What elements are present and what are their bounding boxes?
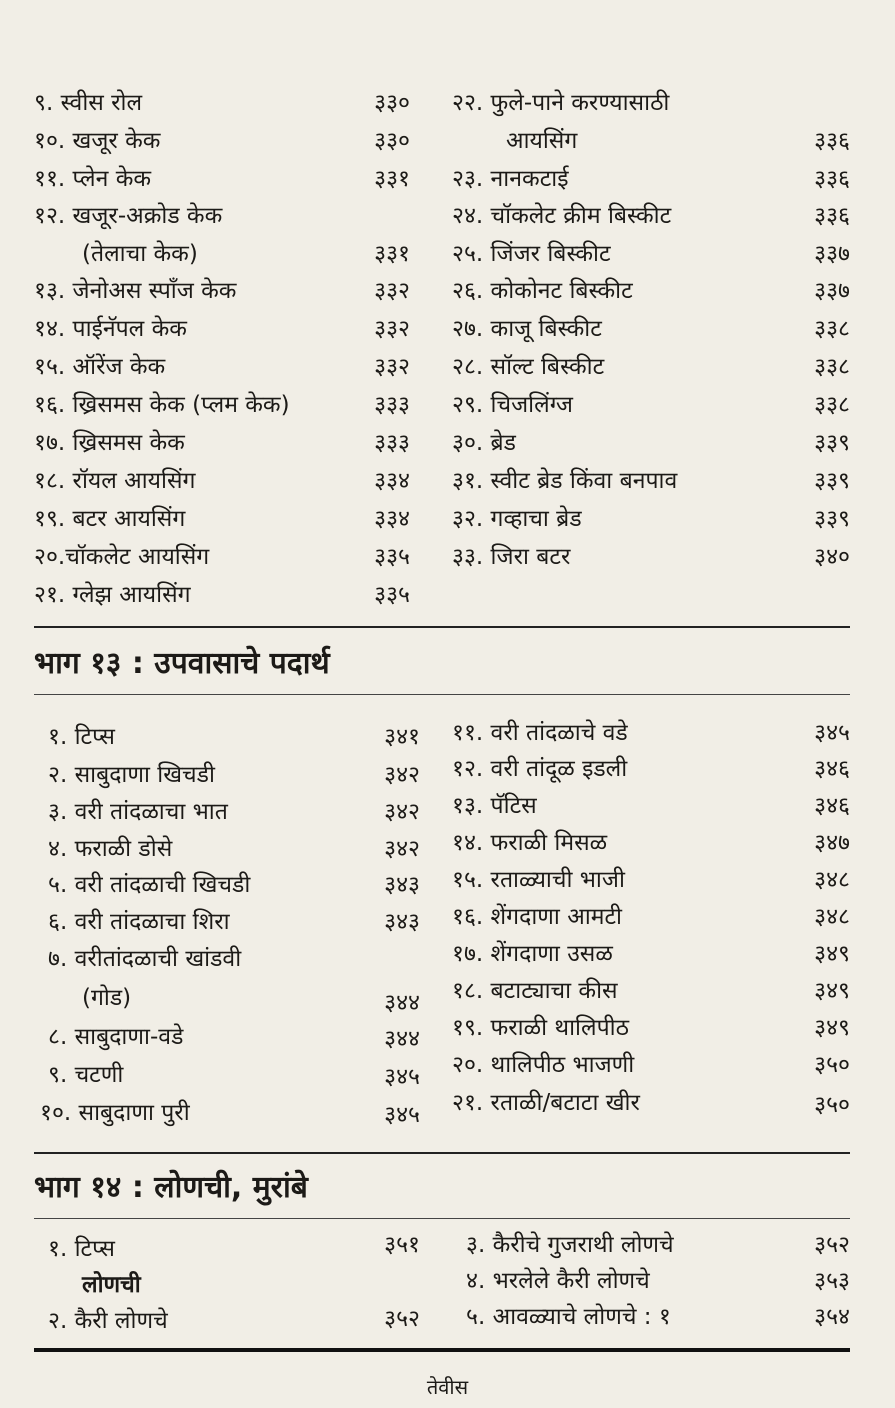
- toc-entry: २१. रताळी/बटाटा खीर: [452, 1090, 640, 1116]
- toc-page-number: ३३८: [814, 392, 850, 418]
- toc-entry: २८. सॉल्ट बिस्कीट: [452, 354, 605, 380]
- toc-page-number: ३३८: [814, 316, 850, 342]
- toc-entry: १७. शेंगदाणा उसळ: [452, 941, 613, 967]
- toc-page-number: ३३७: [814, 241, 850, 267]
- toc-page-number: ३३०: [374, 128, 410, 154]
- toc-entry: ३२. गव्हाचा ब्रेड: [452, 506, 582, 532]
- toc-entry: ११. प्लेन केक: [34, 166, 152, 192]
- section-divider: [34, 1218, 850, 1219]
- toc-entry: ९. स्वीस रोल: [34, 90, 143, 116]
- toc-entry: ३. कैरीचे गुजराथी लोणचे: [466, 1232, 674, 1258]
- toc-entry: ६. वरी तांदळाचा शिरा: [48, 909, 230, 935]
- toc-page-number: ३३२: [374, 354, 410, 380]
- toc-page-number: ३३६: [814, 203, 850, 229]
- section-divider: [34, 626, 850, 628]
- toc-entry: (तेलाचा केक): [82, 241, 198, 267]
- toc-entry: २७. काजू बिस्कीट: [452, 316, 602, 342]
- toc-page-number: ३३६: [814, 128, 850, 154]
- toc-page-number: ३४२: [384, 762, 420, 788]
- toc-page-number: ३३९: [814, 506, 850, 532]
- toc-page-number: ३३५: [374, 544, 410, 570]
- toc-page-number: ३३५: [374, 582, 410, 608]
- toc-entry: ५. आवळ्याचे लोणचे : १: [466, 1304, 671, 1330]
- toc-entry: २. साबुदाणा खिचडी: [48, 762, 215, 788]
- toc-page-number: ३५१: [384, 1232, 420, 1258]
- toc-entry: २०. थालिपीठ भाजणी: [452, 1052, 635, 1078]
- toc-entry: १९. फराळी थालिपीठ: [452, 1015, 629, 1041]
- toc-entry: ११. वरी तांदळाचे वडे: [452, 720, 628, 746]
- toc-entry: ३१. स्वीट ब्रेड किंवा बनपाव: [452, 468, 678, 494]
- toc-entry: ३. वरी तांदळाचा भात: [48, 799, 228, 825]
- section14-heading: भाग १४ : लोणची, मुरांबे: [34, 1170, 308, 1205]
- toc-page-number: ३३९: [814, 468, 850, 494]
- toc-entry: २२. फुले-पाने करण्यासाठी: [452, 90, 670, 116]
- toc-entry: १७. ख्रिसमस केक: [34, 430, 185, 456]
- toc-entry: १३. पॅटिस: [452, 793, 537, 819]
- toc-page-number: ३४२: [384, 799, 420, 825]
- section-divider: [34, 1152, 850, 1154]
- toc-page-number: ३३१: [374, 166, 410, 192]
- toc-entry: ५. वरी तांदळाची खिचडी: [48, 872, 251, 898]
- toc-entry: २४. चॉकलेट क्रीम बिस्कीट: [452, 203, 672, 229]
- toc-entry: १. टिप्स: [48, 1236, 115, 1262]
- toc-subheading: लोणची: [82, 1272, 141, 1298]
- toc-page-number: ३३०: [374, 90, 410, 116]
- toc-page-number: ३३४: [374, 506, 410, 532]
- toc-page-number: ३३६: [814, 166, 850, 192]
- toc-page-number: ३४४: [384, 990, 420, 1016]
- toc-entry: ७. वरीतांदळाची खांडवी: [48, 946, 242, 972]
- toc-page-number: ३३८: [814, 354, 850, 380]
- toc-page-number: ३३९: [814, 430, 850, 456]
- toc-page-number: ३४५: [384, 1064, 420, 1090]
- toc-entry: १०. साबुदाणा पुरी: [40, 1100, 190, 1126]
- toc-page-number: ३४८: [814, 867, 850, 893]
- toc-entry: १५. ऑरेंज केक: [34, 354, 166, 380]
- toc-page-number: ३४४: [384, 1026, 420, 1052]
- toc-entry: २३. नानकटाई: [452, 166, 569, 192]
- toc-entry: १५. रताळ्याची भाजी: [452, 867, 625, 893]
- toc-entry: १८. बटाट्याचा कीस: [452, 978, 618, 1004]
- toc-page-number: ३५०: [814, 1092, 850, 1118]
- toc-page-number: ३४३: [384, 909, 420, 935]
- page-bottom-rule: [34, 1348, 850, 1352]
- toc-page-number: ३४८: [814, 904, 850, 930]
- toc-entry: (गोड): [82, 985, 132, 1011]
- toc-page-number: ३४९: [814, 1015, 850, 1041]
- toc-page-number: ३३३: [374, 430, 410, 456]
- toc-page-number: ३३४: [374, 468, 410, 494]
- toc-page-number: ३४३: [384, 872, 420, 898]
- page-footer: तेवीस: [426, 1375, 469, 1399]
- toc-entry: १९. बटर आयसिंग: [34, 506, 186, 532]
- toc-page-number: ३३२: [374, 316, 410, 342]
- toc-page-number: ३४०: [814, 544, 850, 570]
- toc-page-number: ३३३: [374, 392, 410, 418]
- toc-entry: १६. शेंगदाणा आमटी: [452, 904, 623, 930]
- toc-page-number: ३५२: [384, 1306, 420, 1332]
- toc-page-number: ३४२: [384, 836, 420, 862]
- toc-entry: २९. चिजलिंग्ज: [452, 392, 573, 418]
- toc-entry: ३३. जिरा बटर: [452, 544, 571, 570]
- toc-page-number: ३३१: [374, 241, 410, 267]
- toc-entry: १०. खजूर केक: [34, 128, 161, 154]
- toc-entry: ९. चटणी: [48, 1062, 124, 1088]
- toc-entry: १३. जेनोअस स्पाँज केक: [34, 278, 237, 304]
- toc-entry: आयसिंग: [506, 128, 578, 154]
- toc-entry: ४. फराळी डोसे: [48, 836, 173, 862]
- toc-page-number: ३४५: [384, 1102, 420, 1128]
- section13-heading: भाग १३ : उपवासाचे पदार्थ: [34, 646, 330, 681]
- toc-page-number: ३५०: [814, 1052, 850, 1078]
- toc-page-number: ३४५: [814, 720, 850, 746]
- toc-entry: १२. खजूर-अक्रोड केक: [34, 203, 223, 229]
- toc-page-number: ३३७: [814, 278, 850, 304]
- toc-entry: १२. वरी तांदूळ इडली: [452, 756, 628, 782]
- toc-entry: १८. रॉयल आयसिंग: [34, 468, 196, 494]
- toc-entry: २. कैरी लोणचे: [48, 1308, 168, 1334]
- toc-entry: १. टिप्स: [48, 724, 115, 750]
- toc-page-number: ३५४: [814, 1304, 850, 1330]
- toc-page-number: ३३२: [374, 278, 410, 304]
- toc-page-number: ३४६: [814, 756, 850, 782]
- toc-page-number: ३४७: [814, 830, 850, 856]
- toc-entry: १६. ख्रिसमस केक (प्लम केक): [34, 392, 290, 418]
- section-divider: [34, 694, 850, 695]
- toc-page-number: ३४९: [814, 941, 850, 967]
- toc-entry: २०.चॉकलेट आयसिंग: [34, 544, 210, 570]
- toc-page-number: ३५३: [814, 1268, 850, 1294]
- toc-page-number: ३५२: [814, 1232, 850, 1258]
- toc-entry: ४. भरलेले कैरी लोणचे: [466, 1268, 650, 1294]
- toc-entry: २६. कोकोनट बिस्कीट: [452, 278, 633, 304]
- toc-entry: ३०. ब्रेड: [452, 430, 516, 456]
- toc-entry: ८. साबुदाणा-वडे: [48, 1024, 184, 1050]
- toc-page-number: ३४६: [814, 793, 850, 819]
- toc-page-number: ३४९: [814, 978, 850, 1004]
- toc-page-number: ३४१: [384, 724, 420, 750]
- toc-entry: २५. जिंजर बिस्कीट: [452, 241, 611, 267]
- toc-entry: १४. फराळी मिसळ: [452, 830, 608, 856]
- toc-entry: १४. पाईनॅपल केक: [34, 316, 187, 342]
- toc-entry: २१. ग्लेझ आयसिंग: [34, 582, 191, 608]
